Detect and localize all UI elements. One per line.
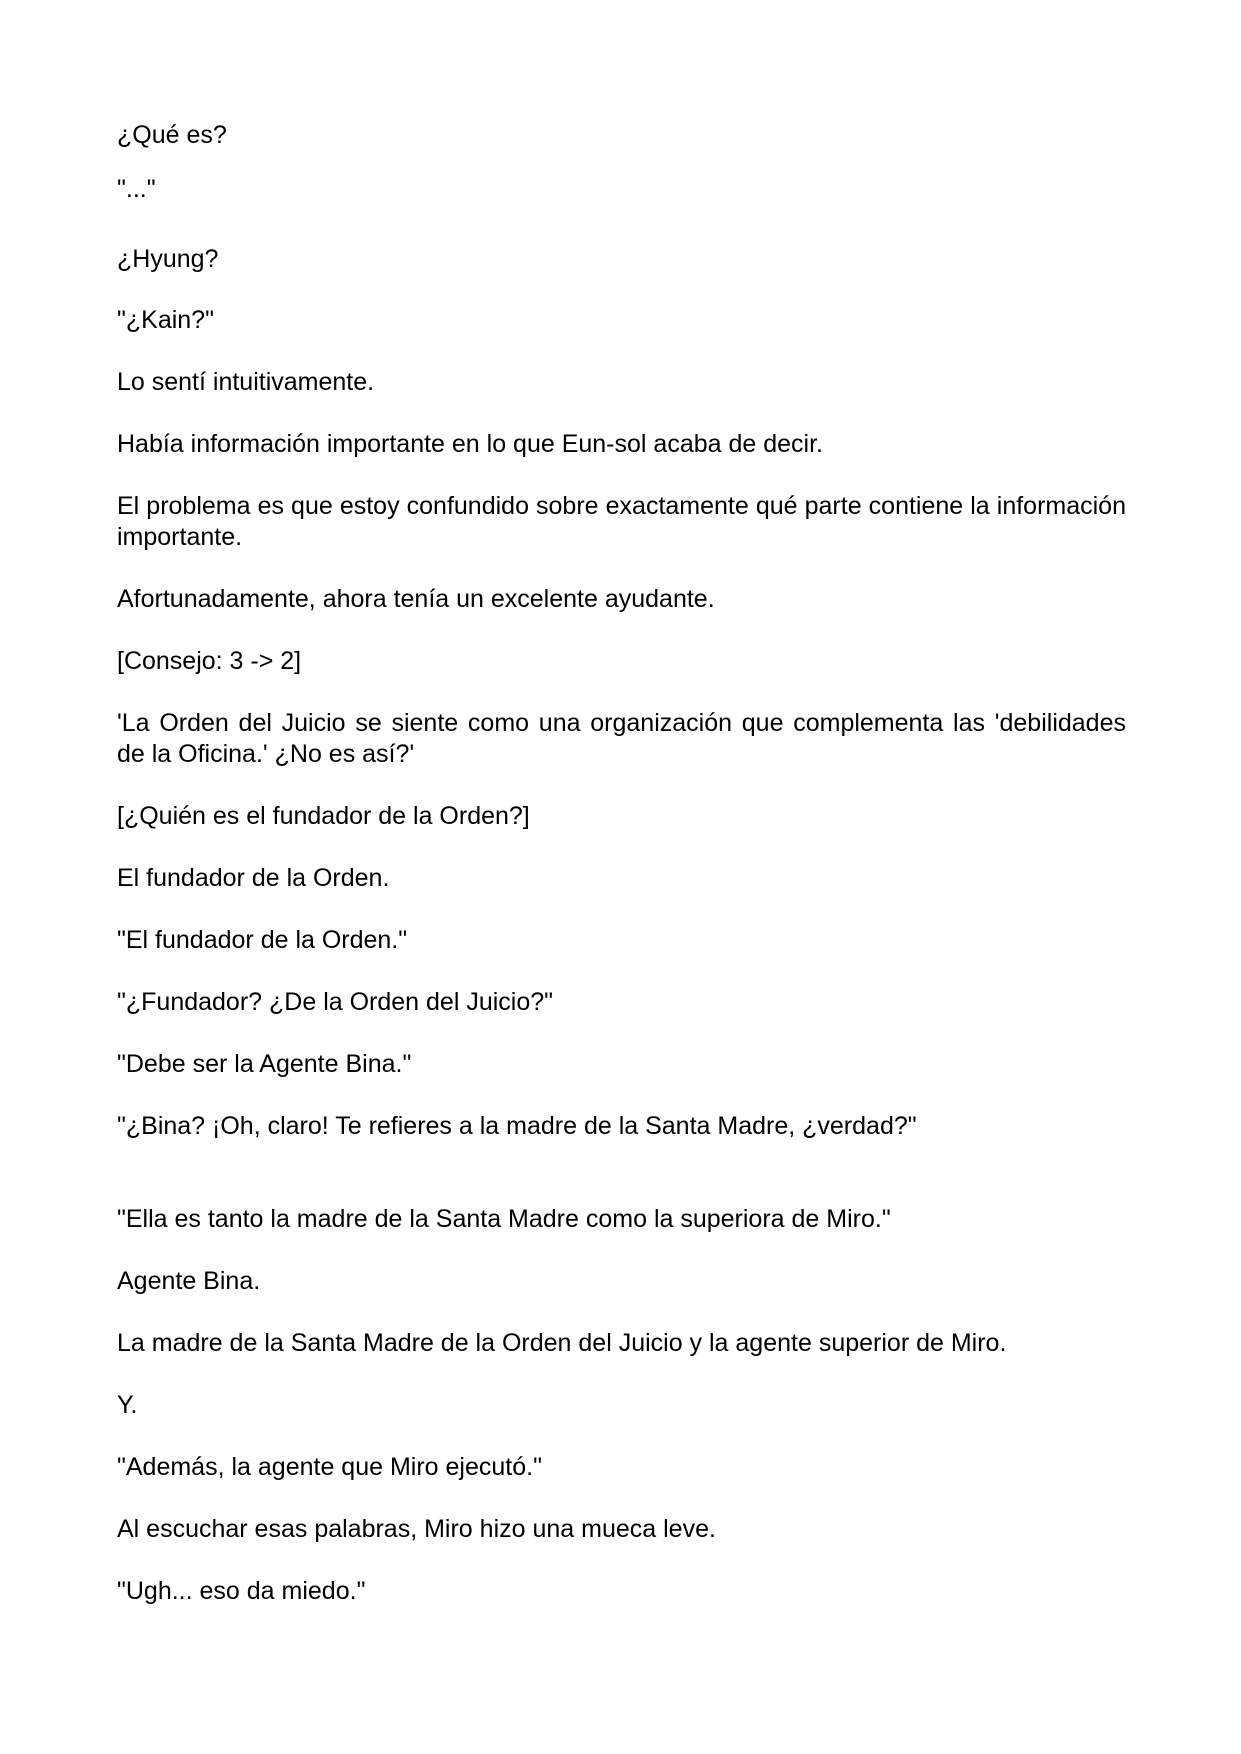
paragraph: El problema es que estoy confundido sobre exactamente qué parte contiene la información importante. <box>117 492 1126 551</box>
paragraph: Lo sentí intuitivamente. <box>117 368 375 396</box>
paragraph: "Ugh... eso da miedo." <box>117 1577 366 1605</box>
paragraph: 'La Orden del Juicio se siente como una organización que complementa las 'debilidades de la Oficina.' ¿No es así?' <box>117 709 1126 768</box>
paragraph: "Ella es tanto la madre de la Santa Madre como la superiora de Miro." <box>117 1205 891 1233</box>
paragraph: La madre de la Santa Madre de la Orden del Juicio y la agente superior de Miro. <box>117 1329 1007 1357</box>
paragraph: [Consejo: 3 -> 2] <box>117 647 302 675</box>
paragraph: Afortunadamente, ahora tenía un excelente ayudante. <box>117 585 715 613</box>
paragraph: Agente Bina. <box>117 1267 261 1295</box>
paragraph: "¿Bina? ¡Oh, claro! Te refieres a la madre de la Santa Madre, ¿verdad?" <box>117 1112 917 1140</box>
paragraph: "¿Kain?" <box>117 306 214 334</box>
paragraph: "..." <box>117 175 156 203</box>
paragraph: "Además, la agente que Miro ejecutó." <box>117 1453 542 1481</box>
paragraph: "El fundador de la Orden." <box>117 926 408 954</box>
paragraph: Al escuchar esas palabras, Miro hizo una mueca leve. <box>117 1515 716 1543</box>
paragraph: Había información importante en lo que Eun-sol acaba de decir. <box>117 430 823 458</box>
paragraph: ¿Qué es? <box>117 121 227 149</box>
paragraph: [¿Quién es el fundador de la Orden?] <box>117 802 530 830</box>
paragraph: El fundador de la Orden. <box>117 864 390 892</box>
paragraph: Y. <box>117 1391 138 1419</box>
paragraph: "¿Fundador? ¿De la Orden del Juicio?" <box>117 988 554 1016</box>
paragraph: "Debe ser la Agente Bina." <box>117 1050 412 1078</box>
paragraph: ¿Hyung? <box>117 245 219 273</box>
